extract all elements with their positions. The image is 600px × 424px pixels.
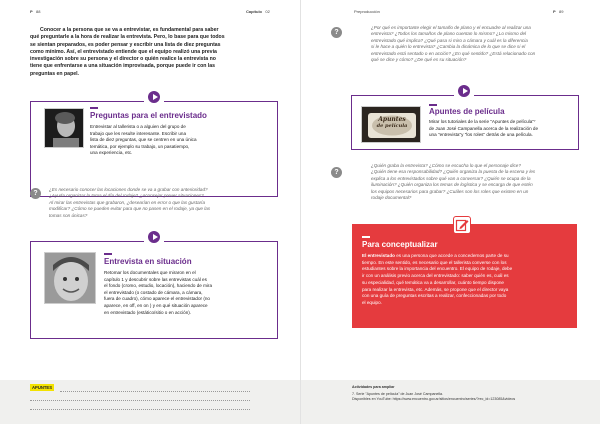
intro-paragraph: Conocer a la persona que se va a entrevistar, es fundamental para saber qué preguntarle a la hora de realizar la entrevista. Pero, lo base para que todos se sientan preparados, es poder pensar y escribir una lista de diez preguntas como mínimo. Así, el entrevistado entiende que el equipo realizó una previa investigación sobre su persona y el director o quién realice la entrevista no tiene que enfrentarse a una situación improvisada, porque puede ir con las preguntas en papel.	[30, 27, 225, 77]
question-block-mid: ¿Quién graba la entrevista? ¿Cómo se escucha lo que el personaje dice? ¿Quién tiene esa responsabilidad? ¿Quién organiza la puesta de la escena y les explica a los entrevistados sobre qué van a conversar? ¿Quién se ocupa de la iluminación? ¿Quién organiza los temas de logística y se encarga de que estén los equipos necesarios para grabar? ¿Cuáles son los roles que existen en un rodaje documental?	[371, 163, 536, 201]
note-line	[30, 409, 250, 410]
page-number-left: P 88	[30, 9, 41, 14]
title-dash	[90, 107, 98, 109]
box3-text: Mirar los tutoriales de la serie "Apuntes de película"⁷ de Juan José Campanella acerca de la realización de una "entrevista"y "los roles" detrás de una película.	[429, 119, 539, 138]
play-icon-wrap	[454, 84, 474, 98]
question-block-top: ¿Por qué es importante elegir el tamaño de plano y el encuadre al realizar una entrevista? ¿Todos los tamaños de plano cuentan lo mismo? ¿Lo mismo del entrevistado qué implica? ¿Qué pasa si miro a cámara y cuál es la diferencia si le hace a quién lo entrevista? ¿Cambia la dinámica de lo que se dice si el entrevistado está sentado o en acción? ¿En qué sentido? ¿Está relacionado con qué se dice y cómo? ¿De qué es su situación?	[371, 25, 536, 63]
box2-title: Entrevista en situación	[104, 257, 192, 266]
box2-text: Retomar los documentales que miraron en el capítulo 1 y descubrir sobre las entrevistas cuál es el fondo (cromo, estudio, locación), haciendo de mira el entrevistado (o costado de cámara, a cámara, fuera de cuadro), cómo aparece el entrevistador (no aparece, en off, en on ) y en qué situación aparece en entrevistado (estático/sitio o en acción).	[104, 270, 213, 315]
conceptualize-title: Para conceptualizar	[362, 240, 438, 249]
person-photo	[44, 108, 84, 148]
note-line	[60, 391, 250, 392]
play-icon-wrap	[144, 90, 164, 104]
title-dash	[362, 236, 370, 238]
question-icon: ?	[331, 27, 342, 38]
child-portrait-image	[45, 253, 96, 304]
footnote: Actividades para ampliar 7. Serie "Apuntes de película" de Juan José Campanella. Disponibles en YouTube: https://www.encuentro.gov.ar/sitios/encuentro/series/?rec_id=123085&videos	[352, 385, 516, 401]
section-label: Preproducción	[354, 9, 380, 14]
box1-text: Entrevistar al tallerista o a alguien del grupo de trabajo que les resulte interesante. Escribir una lista de diez preguntas, que se centren en una única temática, por ejemplo su trabajo, un pasatiempo, una experiencia, etc.	[90, 124, 197, 156]
conceptualize-text: El entrevistado es una persona que accede a concedernos parte de su tiempo. En este sentido, es necesario que el tallerista converse con los estudiantes sobre la importancia del encuentro. El equipo de rodaje, debe ir con un análisis previo acerca del entrevistado: saber quién es, cuál es su especialidad, qué temática va a desarrollar, cuánto tiempo dispone para realizar la entrevista, etc. Además, se propone que el director vaya con una guía de preguntas escritas a realizar, confeccionadas por todo el equipo.	[362, 253, 513, 305]
edit-icon-wrap	[453, 216, 471, 234]
footnote-link[interactable]: Disponibles en YouTube: https://www.encuentro.gov.ar/sitios/encuentro/series/?rec_id=123085&videos	[352, 397, 516, 401]
play-icon[interactable]	[458, 85, 470, 97]
box1-title: Preguntas para el entrevistado	[90, 111, 207, 120]
note-line	[30, 400, 250, 401]
question-block-1: ¿Es necesario conocer las locaciones donde se va a grabar con anterioridad? ¿Ayuda organizar la toma el día del rodaje? ¿Aconsejar prever situaciones? Al mirar las entrevistas que grabaron, ¿desearían en error o que las gustaría modificar? ¿Cómo se pueden evitar para que no pasen en el rodaje, ya que las tomas son únicas?	[49, 187, 211, 218]
title-dash	[104, 253, 112, 255]
right-page	[300, 0, 600, 424]
box3-title: Apuntes de película	[429, 107, 505, 116]
portrait-image	[45, 109, 84, 148]
thumbnail-caption: Apuntes de película	[376, 116, 408, 129]
chapter-label: Capítulo 02	[246, 9, 270, 14]
pencil-edit-icon	[454, 217, 470, 233]
play-icon[interactable]	[148, 231, 160, 243]
child-photo	[44, 252, 96, 304]
question-icon: ?	[30, 188, 41, 199]
question-icon: ?	[331, 167, 342, 178]
play-icon-wrap	[144, 230, 164, 244]
title-dash	[429, 104, 437, 106]
play-icon[interactable]	[148, 91, 160, 103]
conceptualize-box	[352, 224, 577, 328]
apuntes-label: APUNTES	[32, 385, 53, 390]
video-thumbnail[interactable]	[361, 106, 421, 143]
page-number-right: P 89	[553, 9, 564, 14]
